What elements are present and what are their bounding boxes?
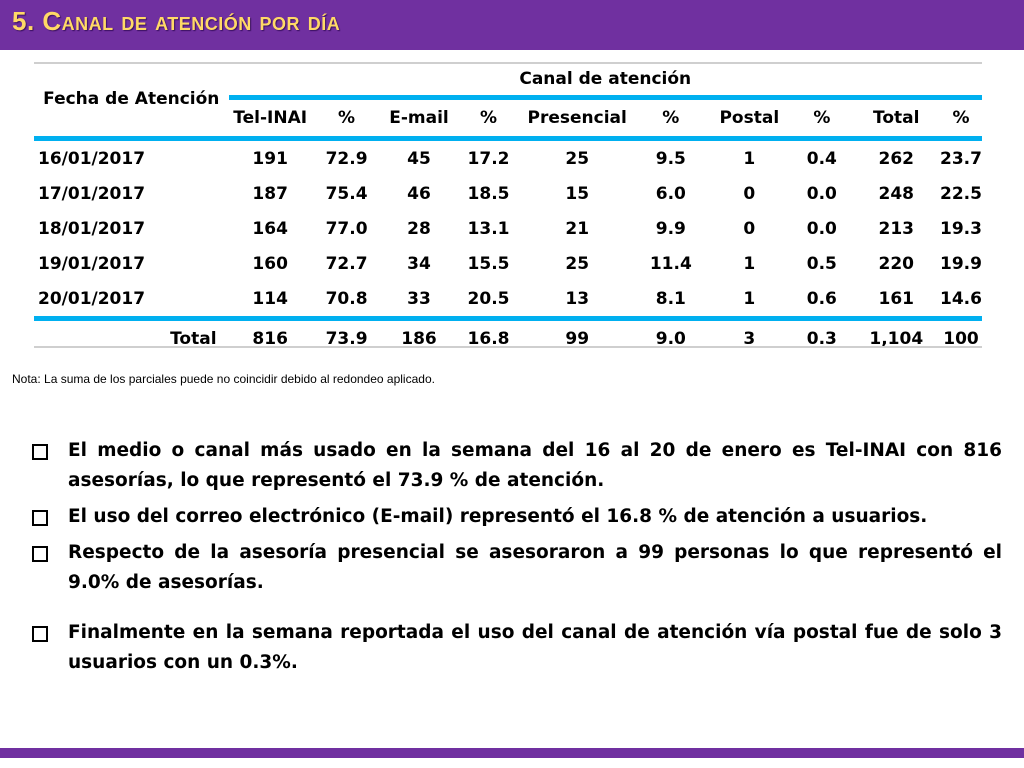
cell: 15 [565,183,590,204]
cell: 23.7 [940,139,982,177]
cell: 77.0 [325,218,368,239]
table-row [34,246,982,281]
cell: 187 [252,183,288,204]
total-row [34,319,982,357]
cell: 1,104 [853,319,940,357]
col-header: % [813,108,831,129]
cell: 73.9 [312,319,382,357]
cell: 9.0 [634,319,707,357]
cell: 0.0 [806,218,837,239]
row-date: 16/01/2017 [34,139,229,177]
cell: 161 [878,288,915,309]
cell: 15.5 [467,253,510,274]
bullet-list [30,436,1002,684]
cell: 13.1 [467,218,510,239]
cell: 28 [407,218,431,239]
cell: 72.7 [325,253,368,274]
row-date: 18/01/2017 [38,218,146,239]
cell: 0.0 [806,183,837,204]
col-header: Tel-INAI [233,108,308,129]
row-date: 17/01/2017 [38,183,146,204]
cell: 18.5 [467,183,510,204]
cell: 19.9 [940,253,982,274]
col-header: % [338,108,356,129]
cell: 75.4 [325,183,368,204]
page-title: 5. Canal de atención por día [12,6,341,36]
col-header: E-mail [389,108,449,129]
bullet-text: Respecto de la asesoría presencial se asesoraron a 99 personas lo que representó el 9.0% de asesorías. [68,542,1002,593]
checkbox-bullet-icon [32,546,48,562]
cell: 72.9 [312,139,382,177]
cell: 0.6 [806,288,837,309]
row-date: 19/01/2017 [38,253,146,274]
cell: 20.5 [467,288,510,309]
footer-bar [0,748,1024,758]
total-label: Total [34,319,229,357]
list-item [30,502,1002,532]
cell: 248 [878,183,915,204]
cell: 1 [743,288,756,309]
cell: 9.5 [634,139,707,177]
list-item [30,436,1002,496]
cell: 262 [853,139,940,177]
cell: 213 [878,218,915,239]
cell: 114 [252,288,288,309]
cell: 11.4 [649,253,692,274]
cell: 21 [565,218,590,239]
cell: 1 [708,139,792,177]
bullet-text: El uso del correo electrónico (E-mail) representó el 16.8 % de atención a usuarios. [68,506,928,527]
cell: 816 [229,319,312,357]
footnote: Nota: La suma de los parciales puede no coincidir debido al redondeo aplicado. [12,372,435,386]
cell: 160 [252,253,288,274]
title-bar [0,0,1024,50]
col-header: Presencial [527,108,627,129]
bullet-text: Finalmente en la semana reportada el uso del canal de atención vía postal fue de solo 3 usuarios con un 0.3%. [68,622,1002,673]
col-header: Total [873,108,920,129]
cell: 70.8 [325,288,368,309]
cell: 186 [381,319,456,357]
cell: 45 [381,139,456,177]
cell: 99 [520,319,634,357]
list-item [30,618,1002,678]
cell: 220 [878,253,915,274]
table-row [34,139,982,177]
cell: 46 [407,183,431,204]
fecha-header: Fecha de Atención [43,89,220,109]
row-date: 20/01/2017 [38,288,146,309]
cell: 6.0 [655,183,686,204]
cell: 100 [940,319,982,357]
cell: 0 [743,183,756,204]
cell: 34 [407,253,431,274]
cell: 14.6 [940,288,982,309]
list-item [30,538,1002,598]
table-row [34,176,982,211]
group-header: Canal de atención [229,62,982,98]
cell: 0.5 [806,253,837,274]
cell: 13 [565,288,590,309]
checkbox-bullet-icon [32,510,48,526]
cell: 16.8 [457,319,521,357]
col-header: Postal [719,108,780,129]
cell: 33 [407,288,431,309]
col-header: % [952,108,970,129]
cell: 19.3 [940,218,982,239]
cell: 0.4 [791,139,852,177]
cell: 17.2 [457,139,521,177]
col-header: % [662,108,680,129]
col-header: % [479,108,498,129]
cell: 22.5 [940,183,982,204]
attention-table [34,62,982,356]
checkbox-bullet-icon [32,626,48,642]
cell: 1 [743,253,756,274]
table-bottom-rule [34,346,982,348]
table-row [34,281,982,319]
cell: 0 [743,218,756,239]
bullet-text: El medio o canal más usado en la semana del 16 al 20 de enero es Tel-INAI con 816 asesorías, lo que representó el 73.9 % de atención. [68,440,1002,491]
cell: 8.1 [655,288,686,309]
cell: 164 [252,218,288,239]
cell: 191 [229,139,312,177]
cell: 0.3 [791,319,852,357]
cell: 9.9 [655,218,686,239]
cell: 25 [565,253,590,274]
cell: 25 [520,139,634,177]
table-row [34,211,982,246]
cell: 3 [708,319,792,357]
checkbox-bullet-icon [32,444,48,460]
